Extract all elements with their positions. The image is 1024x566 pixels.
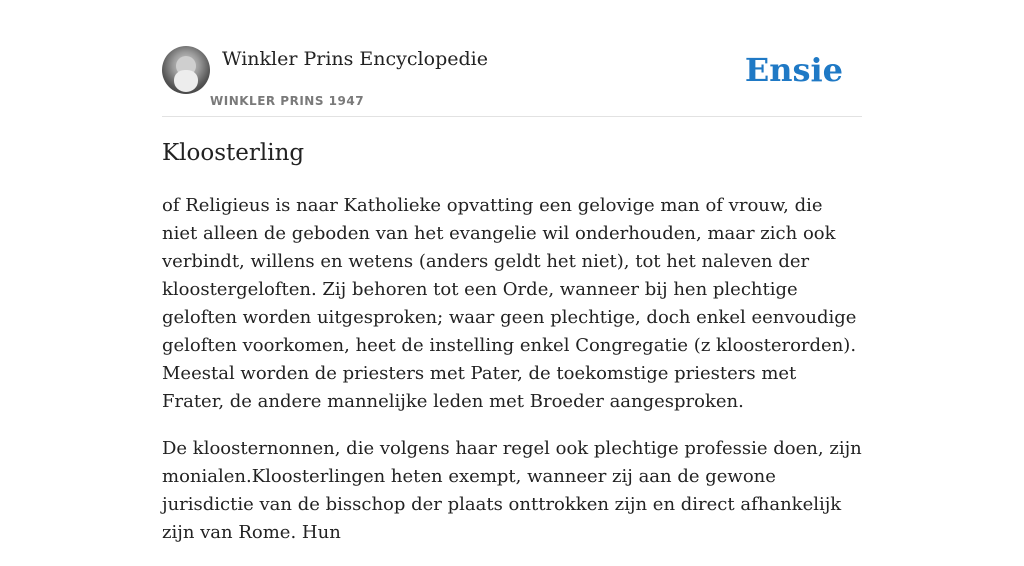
site-header	[162, 46, 862, 117]
article-body	[162, 192, 862, 566]
article-title: Kloosterling	[162, 140, 305, 166]
avatar-beard	[174, 70, 198, 92]
site-title[interactable]: Winkler Prins Encyclopedie	[222, 48, 488, 70]
brand-logo[interactable]: Ensie	[744, 51, 843, 89]
author-avatar[interactable]	[162, 46, 210, 94]
article-paragraph: De kloosternonnen, die volgens haar regel ook plechtige professie doen, zijn monialen.Kloosterlingen heten exempt, wanneer zij aan de gewone jurisdictie van de bisschop der plaats onttrokken zijn en direct afhankelijk zijn van Rome. Hun	[162, 438, 862, 543]
source-label[interactable]: WINKLER PRINS 1947	[210, 94, 365, 108]
article-paragraph: of Religieus is naar Katholieke opvatting een gelovige man of vrouw, die niet alleen de geboden van het evangelie wil onderhouden, maar zich ook verbindt, willens en wetens (anders geldt het niet), tot het naleven der kloostergeloften. Zij behoren tot een Orde, wanneer bij hen plechtige geloften worden uitgesproken; waar geen plechtige, doch enkel eenvoudige geloften voorkomen, heet de instelling enkel Congregatie (z kloosterorden). Meestal worden de priesters met Pater, de toekomstige priesters met Frater, de andere mannelijke leden met Broeder aangesproken.	[162, 195, 857, 412]
